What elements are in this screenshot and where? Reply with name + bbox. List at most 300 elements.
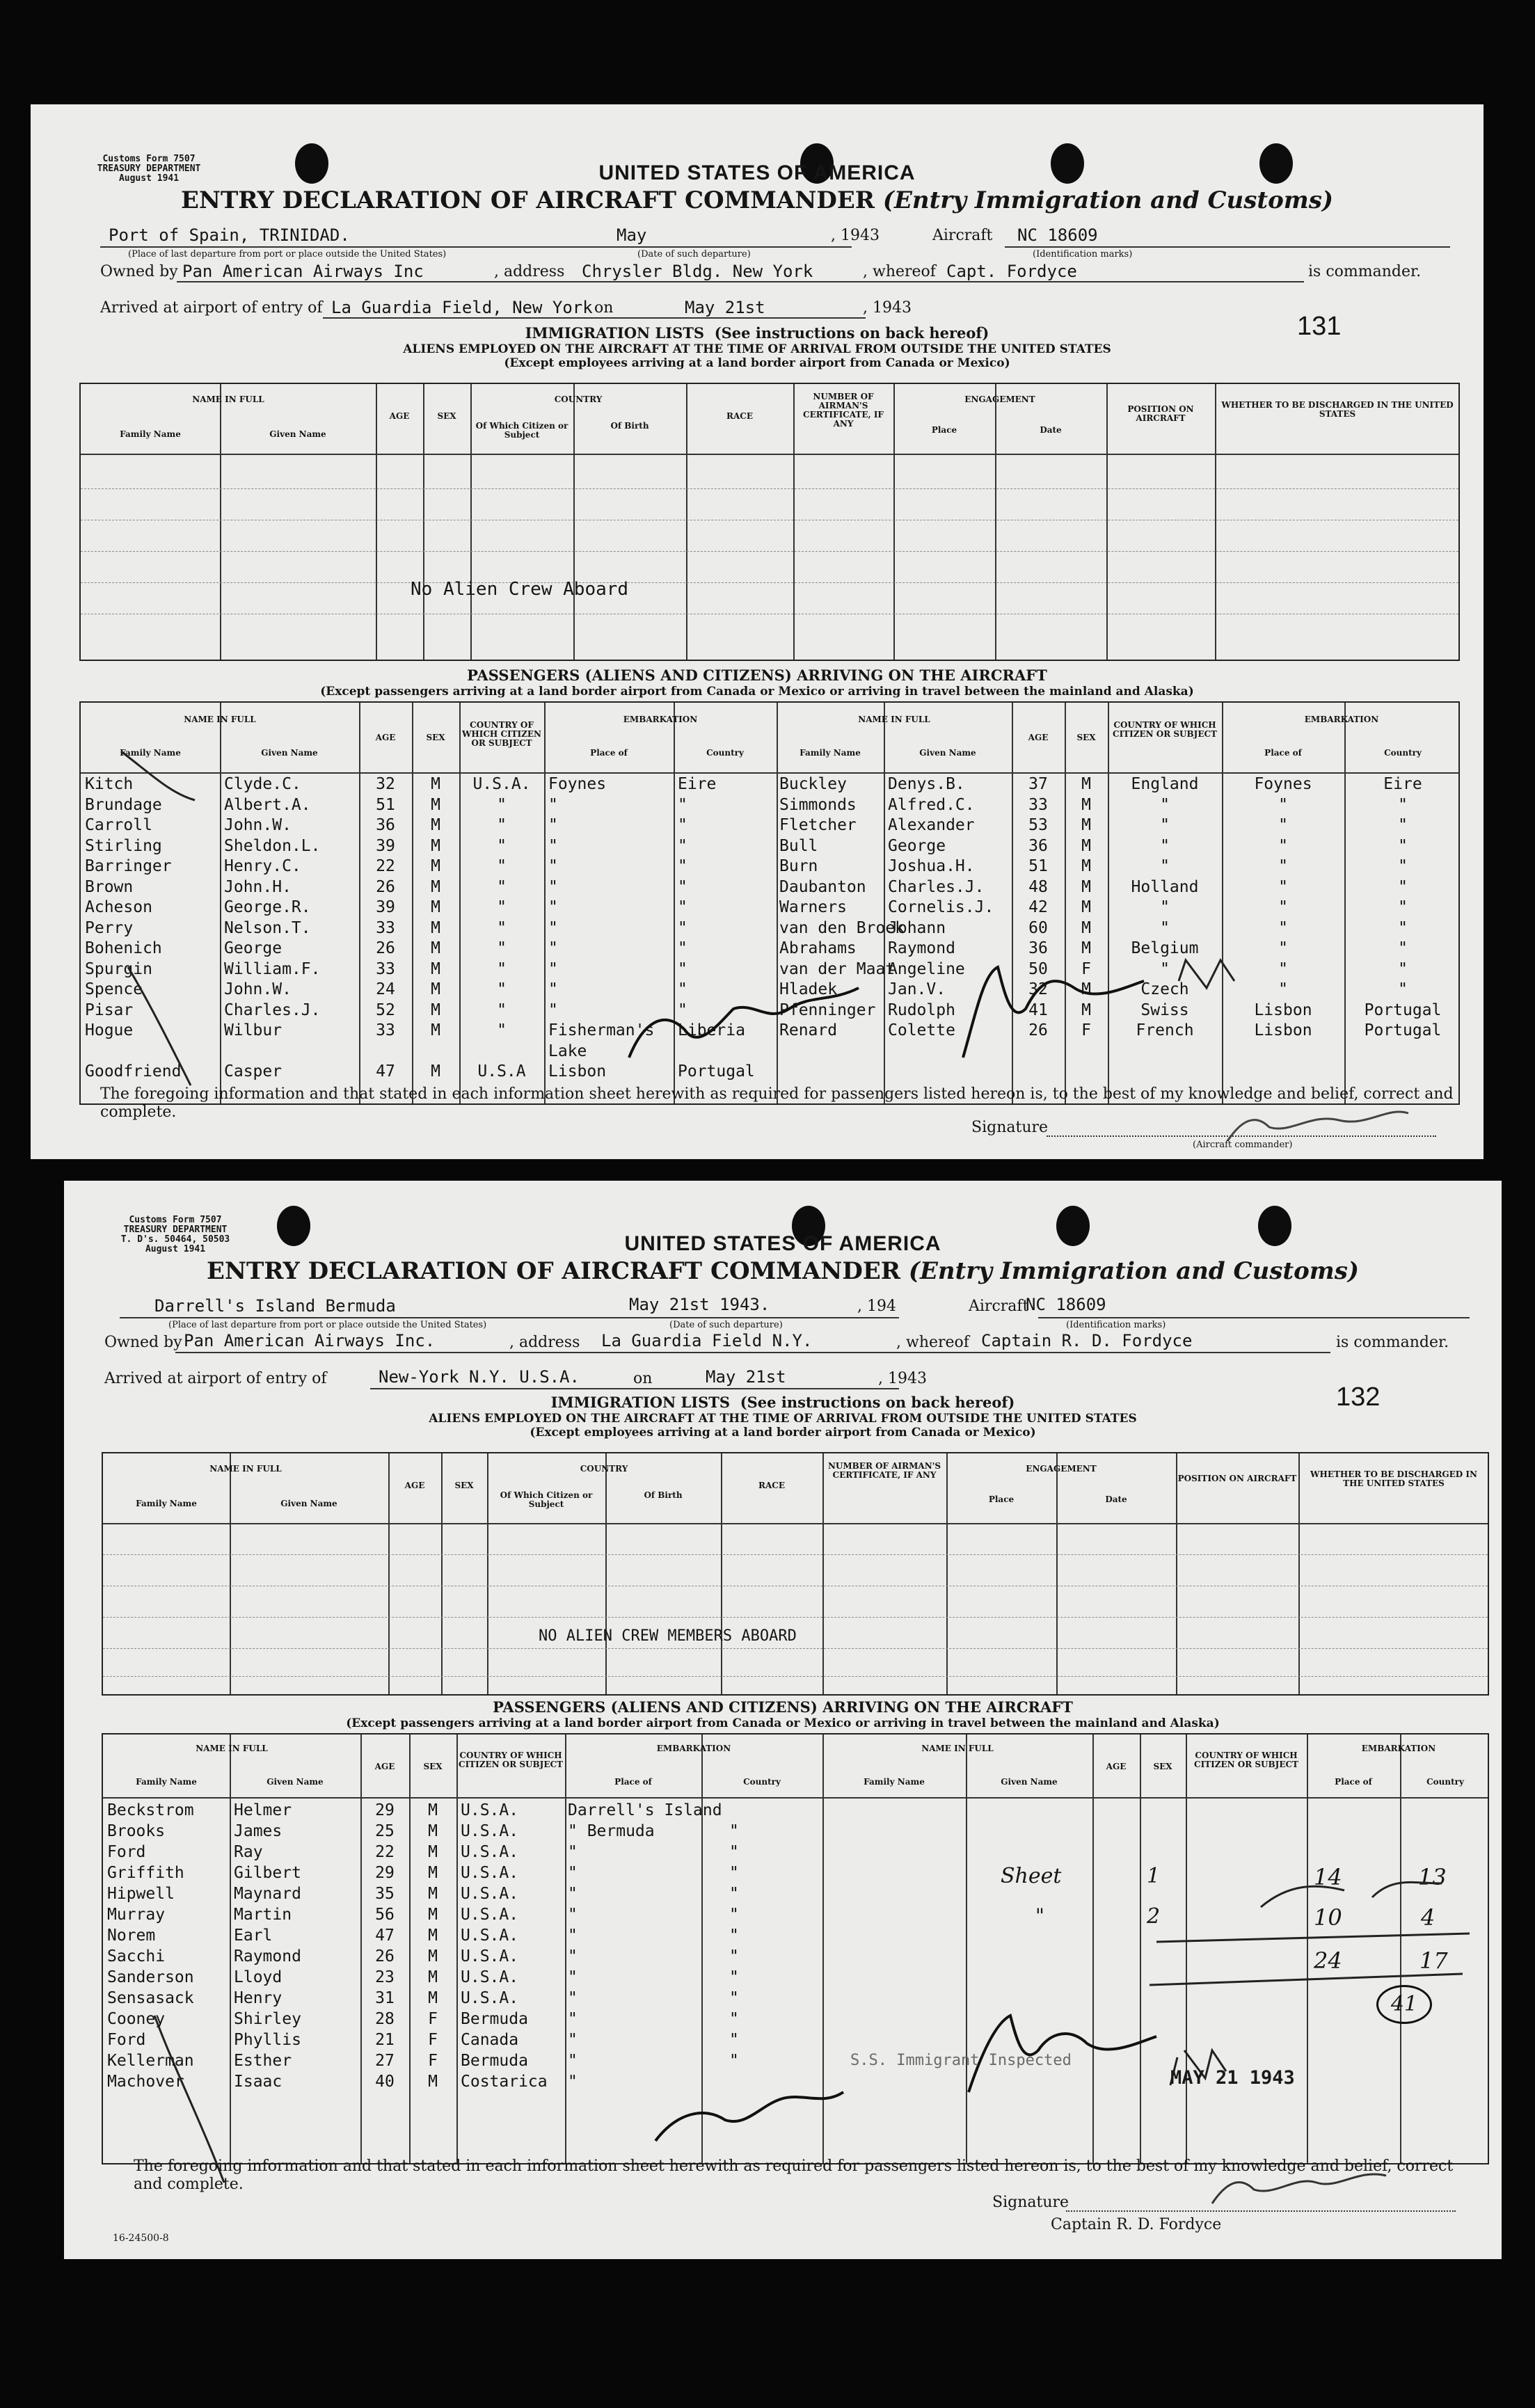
country-heading: UNITED STATES OF AMERICA [624, 1232, 941, 1255]
embarkation-country: " [729, 2052, 739, 2070]
age: 48 [1028, 877, 1048, 896]
signature-label: Signature [992, 2194, 1069, 2211]
family-name: van der Maat [779, 959, 896, 978]
given-name: Alfred.C. [888, 795, 975, 814]
citizenship: England [1131, 775, 1199, 793]
tally-count: 13 [1418, 1864, 1447, 1890]
sex: M [428, 1864, 438, 1882]
tally-count: 24 [1314, 1947, 1342, 1974]
owner: Pan American Airways Inc. [184, 1331, 436, 1350]
citizenship: " [497, 939, 507, 957]
citizenship: " [497, 857, 507, 875]
given-name: Charles.J. [888, 877, 985, 896]
arrival-date: May 21st [706, 1367, 786, 1387]
page-number: 132 [1336, 1382, 1381, 1412]
embarkation-country: " [678, 836, 687, 855]
sex: M [1081, 877, 1091, 896]
age: 41 [1028, 1000, 1048, 1019]
age: 40 [375, 2073, 395, 2091]
tally-count: 2 [1147, 1904, 1161, 1929]
embarkation-place: " [548, 816, 558, 834]
citizenship: " [1160, 816, 1170, 834]
citizenship: " [1160, 857, 1170, 875]
departure-date: May [617, 225, 647, 245]
sex: F [428, 2010, 438, 2028]
address: Chrysler Bldg. New York [582, 262, 813, 281]
arrival-year: , 1943 [878, 1370, 927, 1387]
age: 21 [375, 2031, 395, 2049]
embarkation-country: " [1398, 918, 1408, 937]
family-name: Warners [779, 898, 847, 916]
sex: M [1081, 816, 1091, 834]
age: 26 [375, 1947, 395, 1966]
given-name: Charles.J. [224, 1000, 321, 1019]
embarkation-place: " [548, 877, 558, 896]
family-name: Renard [779, 1021, 838, 1039]
no-alien-crew-note: No Alien Crew Aboard [411, 579, 629, 600]
aircraft-label: Aircraft [969, 1298, 1029, 1315]
family-name: Goodfriend [85, 1062, 182, 1081]
tally-label: Sheet [1001, 1864, 1062, 1888]
given-name: Henry [234, 1989, 283, 2007]
family-name: Brown [85, 877, 134, 896]
family-name: Pisar [85, 1000, 134, 1019]
embarkation-country: " [1398, 980, 1408, 998]
embarkation-place: " [1278, 816, 1288, 834]
sex: M [1081, 795, 1091, 814]
declaration-sheet-131 [31, 104, 1484, 1159]
crew-table: NAME IN FULL Family Name Given Name AGE SEX COUNTRY Of Which Citizen or Subject Of Birth RACE NUMBER OF AIRMAN'S CERTIFICATE, IF ANY ENGAGEMENT Place Date POSITION ON AIRCRAFT WHETHER TO BE DISCHARGED IN THE UNITED STATES No Alien Crew Aboard [79, 383, 1460, 661]
owned-by-label: Owned by [104, 1334, 182, 1351]
arrival-year: , 1943 [863, 299, 912, 317]
given-name: Henry.C. [224, 857, 301, 875]
embarkation-country: " [729, 2031, 739, 2049]
embarkation-place: Darrell's Island [568, 1801, 722, 1819]
citizenship: U.S.A. [461, 1968, 519, 1986]
aircraft-marks-caption: (Identification marks) [1033, 249, 1133, 260]
embarkation-place: " [548, 939, 558, 957]
embarkation-country: " [678, 1000, 687, 1019]
embarkation-country: " [678, 898, 687, 916]
family-name: Griffith [107, 1864, 184, 1882]
family-name: Kitch [85, 775, 134, 793]
age: 36 [1028, 939, 1048, 957]
age: 31 [375, 1989, 395, 2007]
sex: M [431, 857, 440, 875]
citizenship: " [497, 959, 507, 978]
age: 33 [376, 1021, 395, 1039]
embarkation-country: " [729, 1968, 739, 1986]
aliens-title: ALIENS EMPLOYED ON THE AIRCRAFT AT THE TIME OF ARRIVAL FROM OUTSIDE THE UNITED STATES [403, 342, 1111, 356]
departure-date-caption: (Date of such departure) [669, 1320, 783, 1330]
embarkation-country: " [678, 795, 687, 814]
handwritten-annotations [64, 1181, 1502, 2259]
given-name: Esther [234, 2052, 292, 2070]
age: 26 [376, 939, 395, 957]
age: 51 [1028, 857, 1048, 875]
embarkation-place: " [568, 1947, 578, 1966]
embarkation-place: " [548, 795, 558, 814]
embarkation-country: " [1398, 795, 1408, 814]
passenger-table: NAME IN FULL Family Name Given Name AGE SEX COUNTRY OF WHICH CITIZEN OR SUBJECT EMBARKATION Place of Country NAME IN FULL Family Name Given Name AGE SEX COUNTRY OF WHICH CITIZEN OR SUBJECT EMBARKATION Place of Country Beckstrom Helmer 29 M U.S.A. Darrell's Island Brooks James 25 M U.S.A. " Bermuda " Ford Ray 22 M U.S.A. " " Griffith Gilbert 29 M U.S.A. " " Hipwell Maynard 35 M U.S.A. " " Murray Martin 56 M U.S.A. " " Norem Earl 47 M U.S.A. " " Sacchi Raymond 26 M U.S.A. " " Sanderson Lloyd 23 M U.S.A. " " Sensasack Henry 31 M U.S.A. " " Cooney Shirley 28 F Bermuda " " Ford Phyllis 21 F Canada " " Kellerman Esther 27 F Bermuda " " Machover Isaac 40 M Costarica " Sheet 1 14 13 " 2 10 4 24 17 41 [102, 1733, 1489, 2164]
arrival-airport: La Guardia Field, New York [331, 298, 593, 317]
given-name: Sheldon.L. [224, 836, 321, 855]
embarkation-place: " [1278, 836, 1288, 855]
owned-by-label: Owned by [100, 263, 178, 280]
embarkation-place: Foynes [548, 775, 607, 793]
sex: M [431, 836, 440, 855]
family-name: Brundage [85, 795, 162, 814]
sex: F [428, 2052, 438, 2070]
embarkation-place: Lisbon [548, 1062, 607, 1081]
commander: Captain R. D. Fordyce [981, 1331, 1193, 1350]
departure-place: Port of Spain, TRINIDAD. [109, 225, 350, 245]
embarkation-place: " [568, 2052, 578, 2070]
sex: M [1081, 980, 1091, 998]
citizenship: Bermuda [461, 2052, 528, 2070]
age: 36 [1028, 836, 1048, 855]
age: 29 [375, 1864, 395, 1882]
embarkation-country: " [678, 980, 687, 998]
arrival-date: May 21st [685, 298, 765, 317]
country-heading: UNITED STATES OF AMERICA [598, 161, 916, 184]
given-name: Johann [888, 918, 946, 937]
is-commander-label: is commander. [1308, 263, 1422, 280]
citizenship: " [497, 898, 507, 916]
sex: M [431, 898, 440, 916]
tally-total: 41 [1376, 1985, 1432, 2024]
tally-count: 1 [1147, 1864, 1161, 1888]
family-name: Spence [85, 980, 143, 998]
embarkation-place: " [1278, 980, 1288, 998]
family-name: Sanderson [107, 1968, 194, 1986]
no-alien-crew-note: NO ALIEN CREW MEMBERS ABOARD [539, 1627, 797, 1645]
sex: M [1081, 836, 1091, 855]
citizenship: U.S.A. [461, 1864, 519, 1882]
embarkation-place: " Bermuda [568, 1822, 655, 1840]
embarkation-country: " [1398, 939, 1408, 957]
family-name: Bull [779, 836, 818, 855]
age: 33 [1028, 795, 1048, 814]
sex: M [1081, 918, 1091, 937]
family-name: van den Broek [779, 918, 905, 937]
sex: M [431, 959, 440, 978]
embarkation-place: " [568, 2010, 578, 2028]
embarkation-place: " [1278, 959, 1288, 978]
family-name: Cooney [107, 2010, 166, 2028]
passenger-table: NAME IN FULL Family Name Given Name AGE SEX COUNTRY OF WHICH CITIZEN OR SUBJECT EMBARKATION Place of Country NAME IN FULL Family Name Given Name AGE SEX COUNTRY OF WHICH CITIZEN OR SUBJECT EMBARKATION Place of Country Kitch Clyde.C. 32 M U.S.A. Foynes Eire Brundage Albert.A. 51 M " " " Carroll John.W. 36 M " " " Stirling Sheldon.L. 39 M " " " Barringer Henry.C. 22 M " " " Brown John.H. 26 M " " " Acheson George.R. 39 M " " " Perry Nelson.T. 33 M " " " Bohenich George 26 M " " " Spurgin William.F. 33 M " " " Spence John.W. 24 M " " " Pisar Charles.J. 52 M " " " Hogue Wilbur 33 M " Fisherman's Liberia Lake Goodfriend Casper 47 M U.S.A Lisbon Portugal Buckley Denys.B. 37 M England Foynes Eire Simmonds Alfred.C. 33 M " " " Fletcher Alexander 53 M " " " Bull George 36 M " " " Burn Joshua.H. 51 M " " " Daubanton Charles.J. 48 M Holland " " Warners Cornelis.J. 42 M " " " van den Broek Johann 60 M " " " Abrahams Raymond 36 M Belgium " " van der Maat Angeline 50 F " " " Hladek Jan.V. 32 M Czech " " Pfenninger Rudolph 41 M Swiss Lisbon Portugal Renard Colette 26 F French Lisbon Portugal [79, 701, 1460, 1105]
embarkation-country: " [1398, 836, 1408, 855]
departure-place-caption: (Place of last departure from port or place outside the United States) [128, 249, 447, 260]
embarkation-place: " [568, 2073, 578, 2091]
embarkation-country: " [678, 877, 687, 896]
sex: F [1081, 959, 1091, 978]
age: 22 [375, 1843, 395, 1861]
embarkation-place: Lisbon [1254, 1021, 1312, 1039]
sex: M [1081, 857, 1091, 875]
page-number: 131 [1297, 312, 1342, 341]
embarkation-country: " [678, 939, 687, 957]
age: 47 [375, 1927, 395, 1945]
given-name: Maynard [234, 1885, 301, 1903]
family-name: Abrahams [779, 939, 857, 957]
sex: F [428, 2031, 438, 2049]
embarkation-country: " [729, 1947, 739, 1966]
embarkation-country: " [678, 959, 687, 978]
owner: Pan American Airways Inc [182, 262, 424, 281]
embarkation-place: " [568, 2031, 578, 2049]
embarkation-place: Foynes [1254, 775, 1312, 793]
given-name: William.F. [224, 959, 321, 978]
sex: M [428, 1906, 438, 1924]
embarkation-country: " [1398, 959, 1408, 978]
sex: M [431, 1062, 440, 1081]
given-name: Jan.V. [888, 980, 946, 998]
family-name: Machover [107, 2073, 184, 2091]
sex: M [1081, 775, 1091, 793]
age: 51 [376, 795, 395, 814]
age: 35 [375, 1885, 395, 1903]
tally-count: 10 [1314, 1904, 1342, 1931]
whereof-label: , whereof [896, 1334, 969, 1351]
citizenship: U.S.A. [472, 775, 531, 793]
sex: M [431, 795, 440, 814]
embarkation-country: " [1398, 816, 1408, 834]
immigration-lists-heading: IMMIGRATION LISTS (See instructions on back hereof) [550, 1394, 1015, 1411]
embarkation-country: " [729, 2010, 739, 2028]
family-name: Brooks [107, 1822, 166, 1840]
age: 26 [1028, 1021, 1048, 1039]
signature-name: Captain R. D. Fordyce [1051, 2216, 1222, 2233]
embarkation-place: " [568, 1968, 578, 1986]
citizenship: " [497, 836, 507, 855]
given-name: John.H. [224, 877, 292, 896]
citizenship: " [497, 980, 507, 998]
embarkation-country: " [678, 816, 687, 834]
aircraft-marks: NC 18609 [1026, 1295, 1106, 1314]
family-name: Murray [107, 1906, 166, 1924]
declaration-title: ENTRY DECLARATION OF AIRCRAFT COMMANDER (Entry Immigration and Customs) [206, 1257, 1360, 1285]
given-name: Colette [888, 1021, 955, 1039]
tally-count: 4 [1421, 1904, 1435, 1931]
citizenship: " [497, 1021, 507, 1039]
sex: M [428, 1885, 438, 1903]
family-name: Hladek [779, 980, 838, 998]
age: 29 [375, 1801, 395, 1819]
tally-count: 14 [1314, 1864, 1342, 1890]
given-name: Shirley [234, 2010, 301, 2028]
given-name: Albert.A. [224, 795, 311, 814]
given-name: Raymond [888, 939, 955, 957]
sex: M [431, 877, 440, 896]
embarkation-place: " [1278, 898, 1288, 916]
embarkation-country: " [729, 1906, 739, 1924]
age: 42 [1028, 898, 1048, 916]
embarkation-place: " [568, 1885, 578, 1903]
given-name: Lloyd [234, 1968, 283, 1986]
sex: M [431, 1000, 440, 1019]
age: 25 [375, 1822, 395, 1840]
citizenship: Canada [461, 2031, 519, 2049]
sex: M [428, 2073, 438, 2091]
commander: Capt. Fordyce [946, 262, 1077, 281]
citizenship: " [497, 1000, 507, 1019]
departure-date: May 21st 1943. [629, 1295, 770, 1314]
age: 32 [376, 775, 395, 793]
certification-text: The foregoing information and that stated in each information sheet herewith as required for passengers listed hereon is, to the best of my knowledge and belief, correct and complete. [100, 1085, 1454, 1121]
handwritten-annotations [31, 104, 1484, 1159]
print-code: 16-24500-8 [113, 2233, 169, 2244]
embarkation-place: " [1278, 857, 1288, 875]
aliens-exception: (Except employees arriving at a land border airport from Canada or Mexico) [504, 356, 1010, 370]
embarkation-place: " [1278, 939, 1288, 957]
given-name: John.W. [224, 980, 292, 998]
family-name: Kellerman [107, 2052, 194, 2070]
citizenship: U.S.A. [461, 1822, 519, 1840]
family-name: Stirling [85, 836, 162, 855]
family-name: Beckstrom [107, 1801, 194, 1819]
passengers-title: PASSENGERS (ALIENS AND CITIZENS) ARRIVING ON THE AIRCRAFT [467, 667, 1047, 684]
address: La Guardia Field N.Y. [601, 1331, 813, 1350]
year-label: , 1943 [831, 227, 880, 244]
citizenship: U.S.A. [461, 1906, 519, 1924]
given-name: Denys.B. [888, 775, 965, 793]
embarkation-country: " [1398, 898, 1408, 916]
given-name: Helmer [234, 1801, 292, 1819]
embarkation-country: " [729, 1885, 739, 1903]
embarkation-country: Eire [678, 775, 717, 793]
embarkation-place: " [1278, 795, 1288, 814]
family-name: Sacchi [107, 1947, 166, 1966]
age: 27 [375, 2052, 395, 2070]
tally-label: " [1035, 1904, 1044, 1927]
sex: M [428, 1947, 438, 1966]
departure-date-caption: (Date of such departure) [637, 249, 751, 260]
aircraft-marks: NC 18609 [1017, 225, 1098, 245]
sex: M [431, 918, 440, 937]
citizenship: Czech [1140, 980, 1189, 998]
citizenship: Bermuda [461, 2010, 528, 2028]
family-name: Fletcher [779, 816, 857, 834]
embarkation-country: Liberia [678, 1021, 745, 1039]
family-name: Acheson [85, 898, 152, 916]
sex: M [428, 1843, 438, 1861]
embarkation-place: " [548, 918, 558, 937]
inspection-stamp: S.S. Immigrant Inspected [850, 2052, 1072, 2069]
family-name: Ford [107, 1843, 146, 1861]
citizenship: Swiss [1140, 1000, 1189, 1019]
aircraft-marks-caption: (Identification marks) [1066, 1320, 1166, 1330]
declaration-sheet-132 [64, 1181, 1502, 2259]
sex: M [428, 1801, 438, 1819]
citizenship: " [497, 816, 507, 834]
given-name: Isaac [234, 2073, 283, 2091]
sex: M [428, 1968, 438, 1986]
age: 24 [376, 980, 395, 998]
sex: M [428, 1822, 438, 1840]
family-name: Carroll [85, 816, 152, 834]
arrived-label: Arrived at airport of entry of [100, 299, 323, 317]
age: 56 [375, 1906, 395, 1924]
family-name: Daubanton [779, 877, 866, 896]
given-name: George [224, 939, 283, 957]
given-name: Wilbur [224, 1021, 283, 1039]
age: 39 [376, 836, 395, 855]
embarkation-place: Fisherman's [548, 1021, 655, 1039]
citizenship: U.S.A. [461, 1843, 519, 1861]
age: 32 [1028, 980, 1048, 998]
embarkation-place: " [568, 1989, 578, 2007]
given-name: Angeline [888, 959, 965, 978]
declaration-title: ENTRY DECLARATION OF AIRCRAFT COMMANDER (Entry Immigration and Customs) [180, 186, 1334, 214]
aliens-exception: (Except employees arriving at a land border airport from Canada or Mexico) [530, 1426, 1036, 1440]
crew-table: NAME IN FULL Family Name Given Name AGE SEX COUNTRY Of Which Citizen or Subject Of Birth RACE NUMBER OF AIRMAN'S CERTIFICATE, IF ANY ENGAGEMENT Place Date POSITION ON AIRCRAFT WHETHER TO BE DISCHARGED IN THE UNITED STATES NO ALIEN CREW MEMBERS ABOARD [102, 1452, 1489, 1696]
family-name: Sensasack [107, 1989, 194, 2007]
family-name: Ford [107, 2031, 146, 2049]
embarkation-country: " [729, 1927, 739, 1945]
embarkation-country: Eire [1383, 775, 1422, 793]
on-label: on [633, 1370, 653, 1387]
family-name: Norem [107, 1927, 156, 1945]
citizenship: U.S.A [477, 1062, 526, 1081]
embarkation-place: " [548, 959, 558, 978]
certification-text: The foregoing information and that stated in each information sheet herewith as required for passengers listed hereon is, to the best of my knowledge and belief, correct and complete. [134, 2158, 1454, 2193]
passengers-title: PASSENGERS (ALIENS AND CITIZENS) ARRIVING ON THE AIRCRAFT [493, 1698, 1073, 1716]
citizenship: " [497, 795, 507, 814]
embarkation-place: " [568, 1843, 578, 1861]
aliens-title: ALIENS EMPLOYED ON THE AIRCRAFT AT THE TIME OF ARRIVAL FROM OUTSIDE THE UNITED STATES [429, 1412, 1137, 1426]
sex: M [1081, 939, 1091, 957]
age: 50 [1028, 959, 1048, 978]
age: 28 [375, 2010, 395, 2028]
embarkation-place: Lake [548, 1042, 587, 1060]
family-name: Hogue [85, 1021, 134, 1039]
given-name: John.W. [224, 816, 292, 834]
given-name: Clyde.C. [224, 775, 301, 793]
embarkation-place: " [568, 1906, 578, 1924]
sex: M [431, 816, 440, 834]
given-name: Phyllis [234, 2031, 301, 2049]
given-name: Casper [224, 1062, 283, 1081]
embarkation-place: " [548, 980, 558, 998]
aircraft-label: Aircraft [932, 227, 993, 244]
age: 37 [1028, 775, 1048, 793]
citizenship: " [1160, 795, 1170, 814]
departure-place: Darrell's Island Bermuda [154, 1296, 396, 1316]
arrived-label: Arrived at airport of entry of [104, 1370, 327, 1387]
age: 23 [375, 1968, 395, 1986]
departure-place-caption: (Place of last departure from port or place outside the United States) [168, 1320, 487, 1330]
address-label: , address [509, 1334, 580, 1351]
signature-caption: (Aircraft commander) [1193, 1140, 1293, 1150]
embarkation-place: " [548, 857, 558, 875]
embarkation-country: " [729, 1864, 739, 1882]
address-label: , address [494, 263, 565, 280]
embarkation-country: Portugal [1364, 1021, 1442, 1039]
immigration-lists-heading: IMMIGRATION LISTS (See instructions on back hereof) [525, 324, 989, 342]
age: 52 [376, 1000, 395, 1019]
given-name: Earl [234, 1927, 273, 1945]
embarkation-country: Portugal [678, 1062, 755, 1081]
embarkation-place: Lisbon [1254, 1000, 1312, 1019]
age: 22 [376, 857, 395, 875]
citizenship: " [497, 877, 507, 896]
embarkation-place: " [548, 1000, 558, 1019]
given-name: Raymond [234, 1947, 301, 1966]
form-identifier: Customs Form 7507 TREASURY DEPARTMENT T. D's. 50464, 50503 August 1941 [120, 1215, 230, 1254]
sex: F [1081, 1021, 1091, 1039]
citizenship: Costarica [461, 2073, 548, 2091]
